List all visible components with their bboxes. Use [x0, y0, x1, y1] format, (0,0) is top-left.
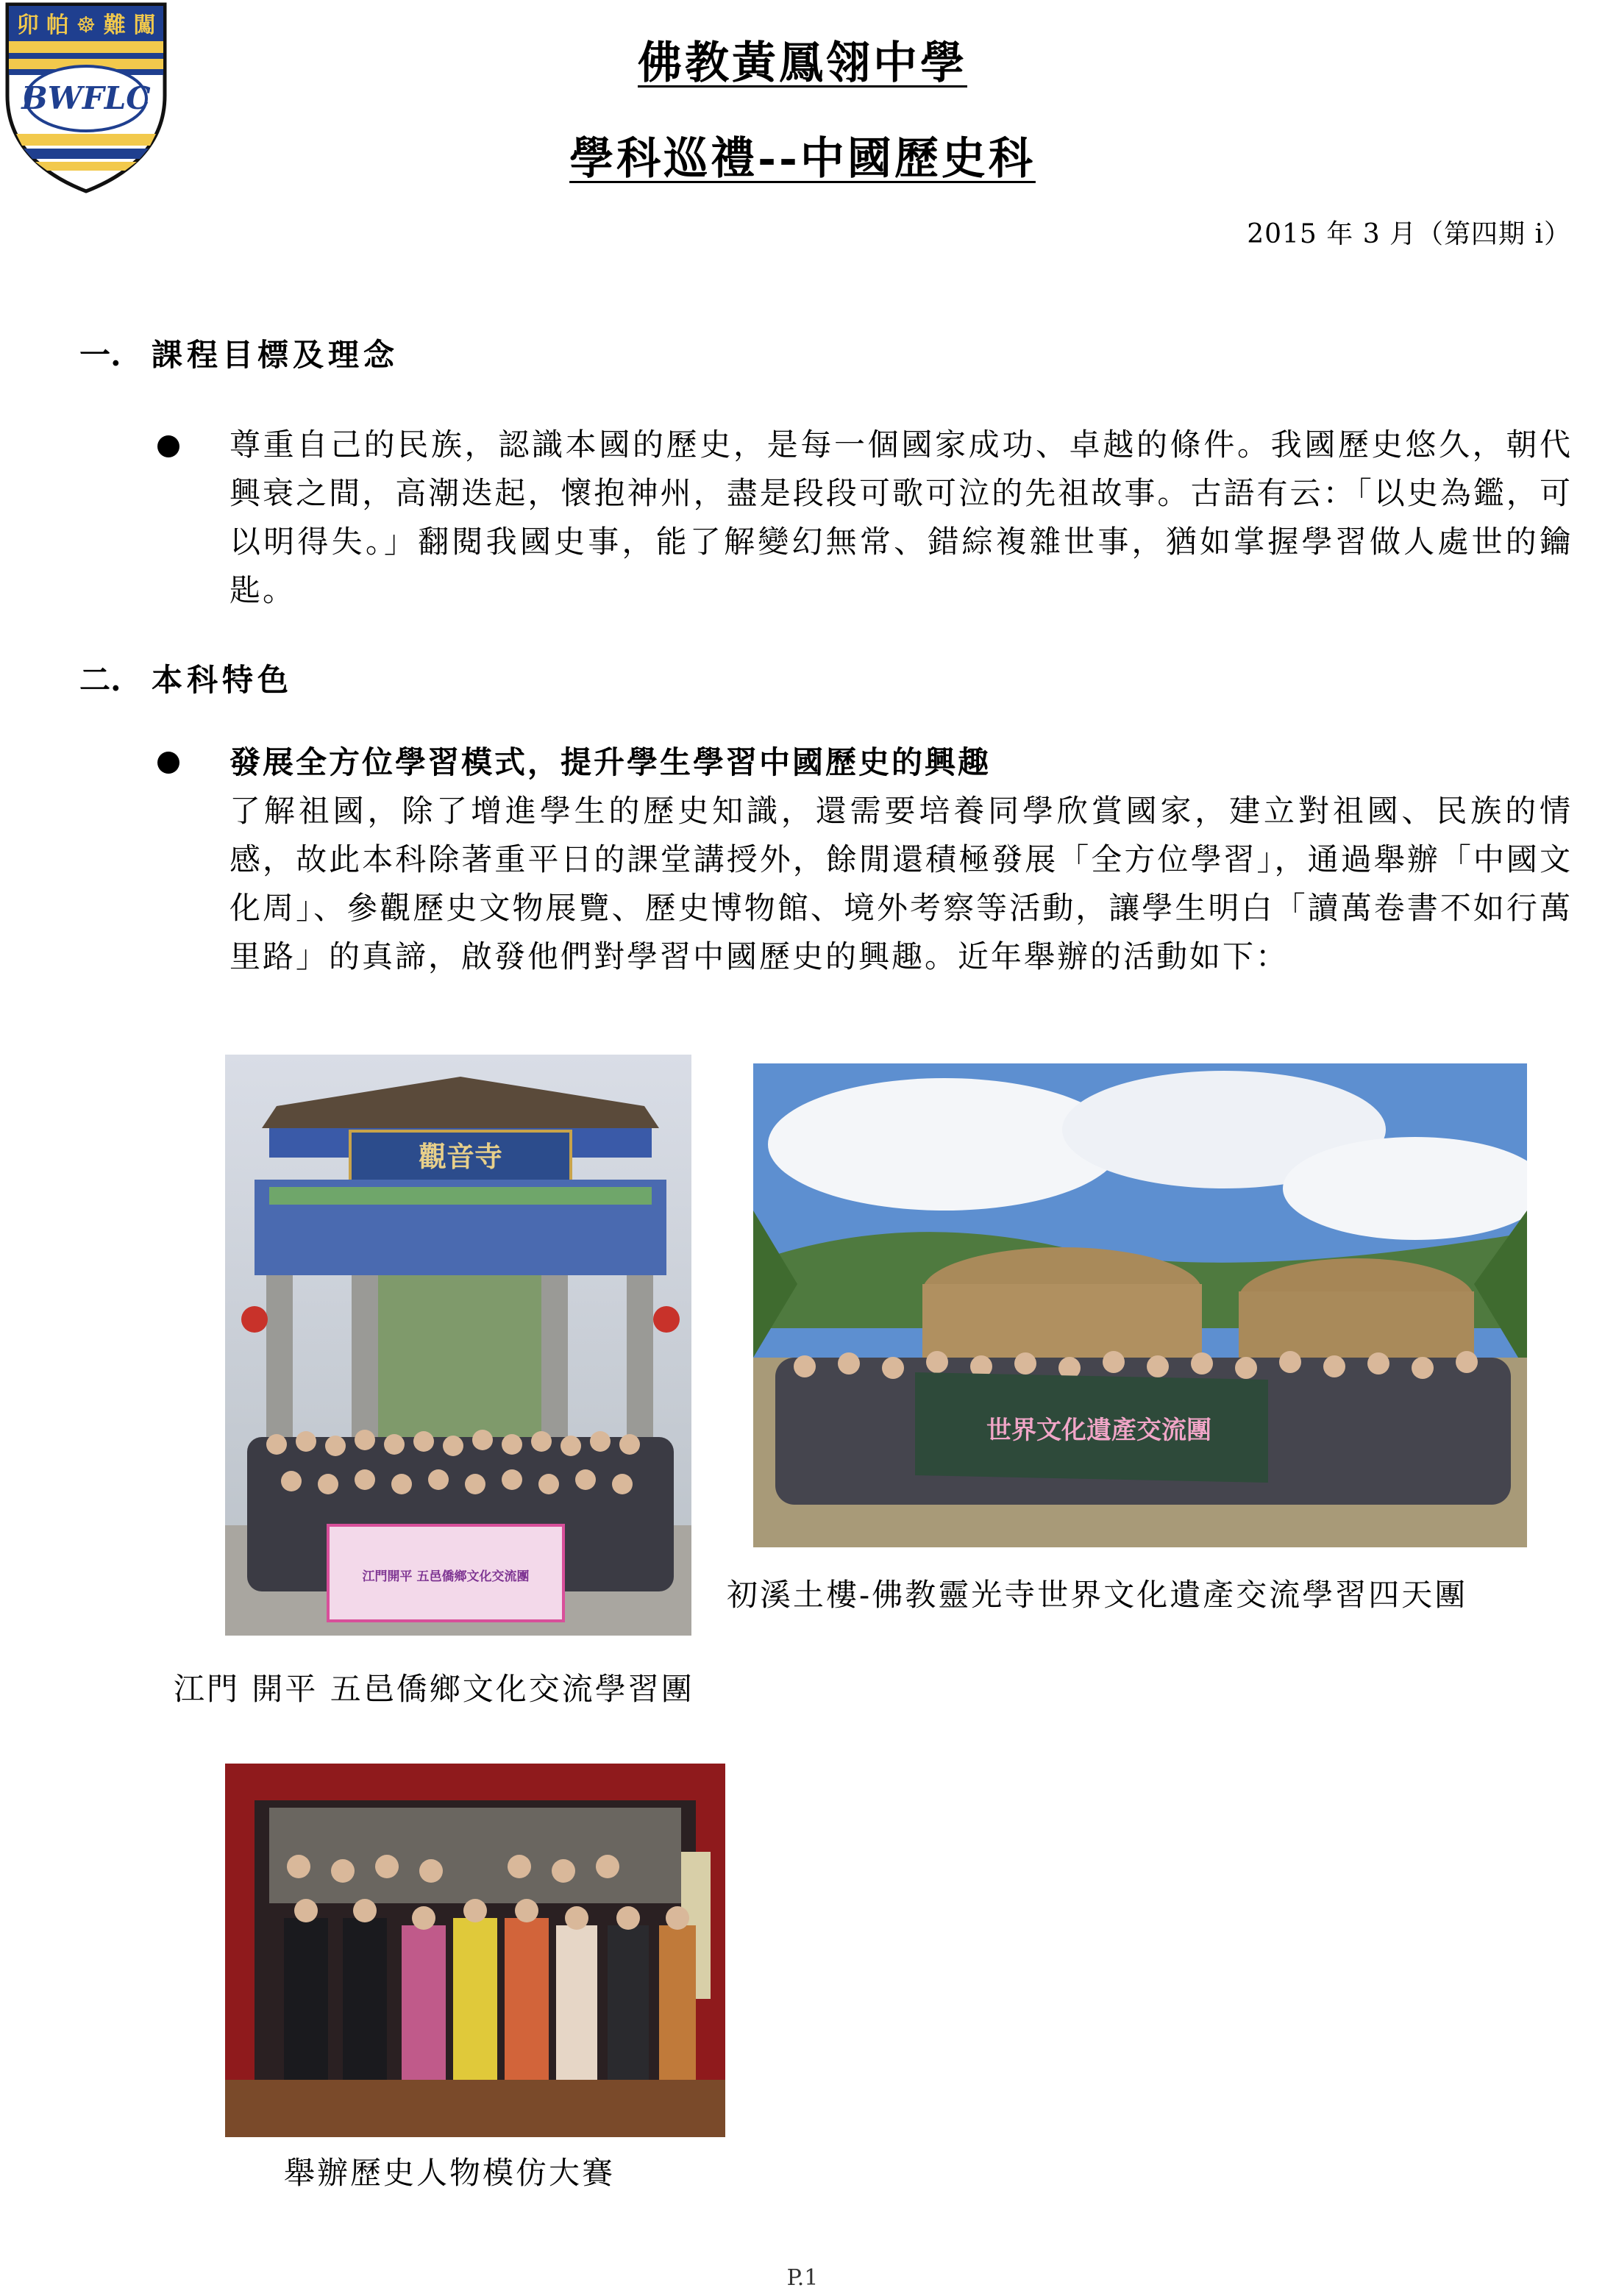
page-title: 學科巡禮--中國歷史科	[569, 133, 1036, 185]
crest-top-text: 卯 帕 ☸ 難 闖	[16, 13, 156, 38]
school-name-title: 佛教黃鳳翎中學	[638, 38, 967, 89]
caption-costume-contest: 舉辦歷史人物模仿大賽	[284, 2155, 616, 2191]
section-title: 課程目標及理念	[152, 337, 399, 373]
section-heading-objectives	[79, 331, 399, 375]
photo-temple-group	[225, 1055, 691, 1636]
temple-plaque-text: 觀音寺	[418, 1140, 503, 1173]
section-number: 一.	[79, 337, 121, 373]
section-heading-features	[79, 656, 293, 700]
features-paragraph: 了解祖國，除了增進學生的歷史知識，還需要培養同學欣賞國家，建立對祖國、民族的情感，故此本科除著重平日的課堂講授外，餘閒還積極發展「全方位學習」，通過舉辦「中國文化周」、參觀歷史文物展覽、歷史博物館、境外考察等活動，讓學生明白「讀萬卷書不如行萬里路」的真諦，啟發他們對學習中國歷史的興趣。近年舉辦的活動如下：	[229, 793, 1573, 974]
caption-kaiping-tour: 江門 開平 五邑僑鄉文化交流學習團	[174, 1671, 694, 1707]
tulou-banner-text: 世界文化遺產交流團	[986, 1416, 1211, 1445]
objectives-paragraph: 尊重自己的民族，認識本國的歷史，是每一個國家成功、卓越的條件。我國歷史悠久，朝代興衰之間，高潮迭起，懷抱神州，盡是段段可歌可泣的先祖故事。古語有云：「以史為鑑，可以明得失。」翻閱我國史事，能了解變幻無常、錯綜複雜世事，猶如掌握學習做人處世的鑰匙。	[229, 427, 1573, 608]
bullet-dot	[157, 752, 179, 774]
issue-date: 2015 年 3 月（第四期 i）	[1247, 219, 1571, 249]
bullet-dot	[157, 435, 179, 457]
caption-tulou-tour: 初溪土樓-佛教靈光寺世界文化遺產交流學習四天團	[727, 1577, 1468, 1613]
crest-monogram: BWFLC	[21, 80, 151, 116]
page-number: P.1	[786, 2265, 819, 2291]
features-bullet-heading: 發展全方位學習模式，提升學生學習中國歷史的興趣	[229, 744, 992, 780]
section-title: 本科特色	[152, 662, 293, 698]
photo-tulou-group	[753, 1063, 1527, 1547]
temple-banner-text: 江門開平 五邑僑鄉文化交流團	[362, 1569, 530, 1584]
section-number: 二.	[79, 662, 121, 698]
photo-costume-contest	[225, 1764, 725, 2137]
